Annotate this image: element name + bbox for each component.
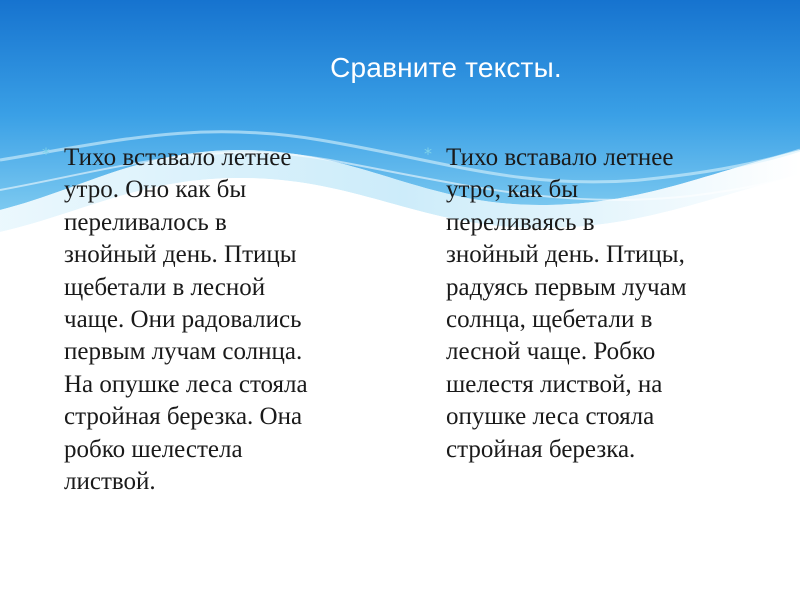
asterisk-bullet-icon: * xyxy=(424,144,432,163)
asterisk-bullet-icon: * xyxy=(42,144,50,163)
slide-title: Сравните тексты. xyxy=(330,52,562,83)
right-text-block: Тихо вставало летнее утро, как бы переливаясь в знойный день. Птицы, радуясь первым лучам солнца, щебетали в лесной чаще. Робко шелестя листвой, на опушке леса стояла стройная березка. xyxy=(446,144,687,463)
left-text-block: Тихо вставало летнее утро. Оно как бы переливалось в знойный день. Птицы щебетали в лесной чаще. Они радовались первым лучам солнца. На опушке леса стояла стройная березка. Она робко шелестела листвой. xyxy=(64,144,308,496)
